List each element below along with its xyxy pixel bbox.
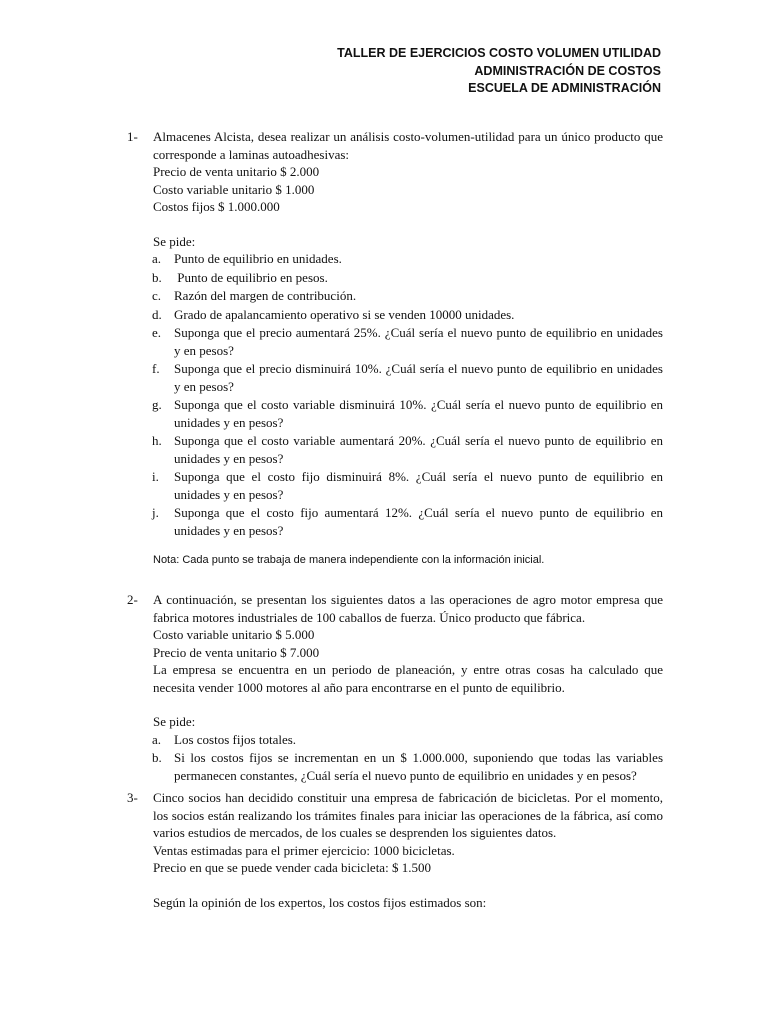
list-item: f. Suponga que el precio disminuirá 10%. ¿Cuál sería el nuevo punto de equilibrio en unidades y en pesos? [152,361,663,394]
se-pide-label: Se pide: [153,233,196,249]
question-2 [128,591,663,785]
data-line: Costo variable unitario $ 5.000 [153,627,315,642]
list-item: a. Los costos fijos totales. [152,731,297,747]
list-item: j. Suponga que el costo fijo aumentará 12%. ¿Cuál sería el nuevo punto de equilibrio en unidades y en pesos? [152,505,663,538]
list-item: a. Punto de equilibrio en unidades. [152,251,342,266]
data-line: Precio en que se puede vender cada bicicleta: $ 1.500 [153,860,431,875]
document-header [337,45,661,98]
se-pide-label: Se pide: [153,714,196,729]
question-number: 2- [127,592,138,607]
list-item: d. Grado de apalancamiento operativo si se venden 10000 unidades. [152,306,515,322]
list-item: g. Suponga que el costo variable disminuirá 10%. ¿Cuál sería el nuevo punto de equilibrio en unidades y en pesos? [152,397,663,430]
header-title: TALLER DE EJERCICIOS COSTO VOLUMEN UTILIDAD [337,46,661,60]
list-item: h. Suponga que el costo variable aumentará 20%. ¿Cuál sería el nuevo punto de equilibrio en unidades y en pesos? [152,433,663,466]
question-intro: A continuación, se presentan los siguientes datos a las operaciones de agro motor empresa que fabrica motores industriales de 100 caballos de fuerza. Único producto que fábrica. [153,592,663,625]
data-line: Costo variable unitario $ 1.000 [153,181,315,197]
question-3 [128,789,663,911]
question-intro: Almacenes Alcista, desea realizar un análisis costo-volumen-utilidad para un único producto que corresponde a laminas autoadhesivas: [153,129,663,162]
data-line: Costos fijos $ 1.000.000 [153,199,280,214]
question-number: 3- [127,790,138,805]
list-item: e. Suponga que el precio aumentará 25%. ¿Cuál sería el nuevo punto de equilibrio en unidades y en pesos? [152,325,663,358]
list-item: b. Si los costos fijos se incrementan en un $ 1.000.000, suponiendo que todas las variables permanecen constantes, ¿Cuál sería el nuevo punto de equilibrio en unidades y en pesos? [152,750,663,783]
list-item: i. Suponga que el costo fijo disminuirá 8%. ¿Cuál sería el nuevo punto de equilibrio en unidades y en pesos? [152,469,663,502]
data-line: Precio de venta unitario $ 2.000 [153,164,320,179]
question-intro: Cinco socios han decidido constituir una empresa de fabricación de bicicletas. Por el momento, los socios están realizando los trámites finales para iniciar las operaciones de la fábrica, así como varios estudios de mercados, de los cuales se desprenden los siguientes datos. [153,790,663,840]
data-line: Ventas estimadas para el primer ejercicio: 1000 bicicletas. [153,842,455,858]
closing-line: Según la opinión de los expertos, los costos fijos estimados son: [153,894,487,910]
question-number: 1- [127,129,138,144]
header-subject: ADMINISTRACIÓN DE COSTOS [474,63,661,78]
list-item: b. Punto de equilibrio en pesos. [152,269,328,285]
question-1 [128,128,663,569]
header-school: ESCUELA DE ADMINISTRACIÓN [468,81,661,95]
list-item: c. Razón del margen de contribución. [152,288,357,303]
note-text: Nota: Cada punto se trabaja de manera independiente con la información inicial. [153,554,545,566]
question-paragraph: La empresa se encuentra en un periodo de planeación, y entre otras cosas ha calculado que necesita vender 1000 motores al año para encontrarse en el punto de equilibrio. [153,662,663,695]
data-line: Precio de venta unitario $ 7.000 [153,644,320,660]
